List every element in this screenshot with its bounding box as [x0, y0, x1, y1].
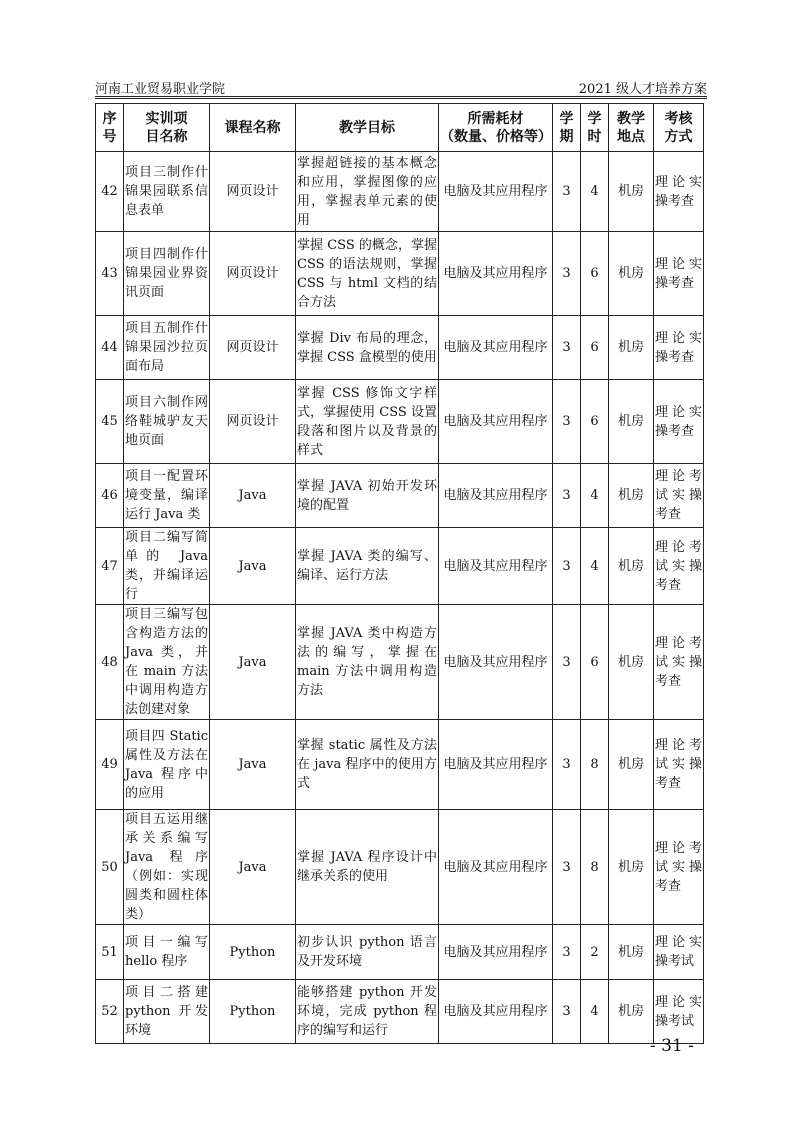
col-header-goal: 教学目标: [296, 104, 439, 152]
cell-term: 3: [553, 464, 581, 528]
cell-place: 机房: [609, 925, 654, 980]
cell-no: 48: [96, 605, 124, 720]
cell-no: 50: [96, 810, 124, 925]
cell-exam: 理论实操考查: [654, 232, 704, 316]
cell-hours: 4: [581, 464, 609, 528]
page-number: - 31 -: [650, 1036, 694, 1056]
cell-term: 3: [553, 605, 581, 720]
cell-name: 项目四 Static 属性及方法在 Java 程序中的应用: [124, 720, 210, 810]
cell-goal: 掌握 CSS 的概念，掌握 CSS 的语法规则，掌握 CSS 与 html 文档的结合方法: [296, 232, 439, 316]
cell-goal: 掌握 static 属性及方法在 java 程序中的使用方式: [296, 720, 439, 810]
cell-place: 机房: [609, 464, 654, 528]
cell-exam: 理论考试实操考查: [654, 528, 704, 605]
cell-no: 42: [96, 152, 124, 232]
cell-name: 项目四制作什锦果园业界资讯页面: [124, 232, 210, 316]
cell-term: 3: [553, 980, 581, 1044]
col-header-hours: 学 时: [581, 104, 609, 152]
cell-hours: 6: [581, 232, 609, 316]
cell-no: 44: [96, 316, 124, 380]
table-row: [96, 380, 704, 464]
cell-place: 机房: [609, 232, 654, 316]
cell-goal: 初步认识 python 语言及开发环境: [296, 925, 439, 980]
cell-course: Java: [210, 605, 296, 720]
cell-no: 46: [96, 464, 124, 528]
cell-place: 机房: [609, 152, 654, 232]
cell-exam: 理论实操考查: [654, 380, 704, 464]
cell-material: 电脑及其应用程序: [439, 980, 553, 1044]
cell-exam: 理论实操考试: [654, 980, 704, 1044]
cell-goal: 掌握 Div 布局的理念，掌握 CSS 盒模型的使用: [296, 316, 439, 380]
cell-name: 项目三编写包含构造方法的 Java 类，并在 main 方法中调用构造方法创建对象: [124, 605, 210, 720]
cell-course: Java: [210, 720, 296, 810]
cell-no: 45: [96, 380, 124, 464]
cell-exam: 理论考试实操考查: [654, 810, 704, 925]
table-row: [96, 152, 704, 232]
cell-hours: 4: [581, 528, 609, 605]
cell-material: 电脑及其应用程序: [439, 380, 553, 464]
table-row: [96, 528, 704, 605]
cell-hours: 4: [581, 152, 609, 232]
cell-course: 网页设计: [210, 316, 296, 380]
cell-material: 电脑及其应用程序: [439, 464, 553, 528]
cell-course: Python: [210, 925, 296, 980]
cell-material: 电脑及其应用程序: [439, 810, 553, 925]
cell-goal: 能够搭建 python 开发环境，完成 python 程序的编写和运行: [296, 980, 439, 1044]
table-row: [96, 605, 704, 720]
cell-no: 52: [96, 980, 124, 1044]
cell-material: 电脑及其应用程序: [439, 528, 553, 605]
cell-place: 机房: [609, 810, 654, 925]
cell-exam: 理论考试实操考查: [654, 464, 704, 528]
cell-material: 电脑及其应用程序: [439, 720, 553, 810]
col-header-place: 教学 地点: [609, 104, 654, 152]
col-header-material: 所需耗材 （数量、价格等）: [439, 104, 553, 152]
cell-term: 3: [553, 232, 581, 316]
cell-goal: 掌握 JAVA 类中构造方法的编写，掌握在 main 方法中调用构造方法: [296, 605, 439, 720]
header-institution: 河南工业贸易职业学院: [95, 82, 226, 97]
cell-material: 电脑及其应用程序: [439, 152, 553, 232]
cell-material: 电脑及其应用程序: [439, 605, 553, 720]
col-header-no: 序 号: [96, 104, 124, 152]
cell-term: 3: [553, 152, 581, 232]
cell-no: 51: [96, 925, 124, 980]
cell-material: 电脑及其应用程序: [439, 232, 553, 316]
cell-goal: 掌握 JAVA 程序设计中继承关系的使用: [296, 810, 439, 925]
cell-term: 3: [553, 720, 581, 810]
cell-place: 机房: [609, 980, 654, 1044]
cell-term: 3: [553, 925, 581, 980]
cell-term: 3: [553, 810, 581, 925]
cell-name: 项目二编写简单的 Java 类，并编译运行: [124, 528, 210, 605]
cell-term: 3: [553, 316, 581, 380]
cell-material: 电脑及其应用程序: [439, 925, 553, 980]
cell-place: 机房: [609, 380, 654, 464]
cell-name: 项目五运用继承关系编写 Java 程序（例如：实现圆类和圆柱体类）: [124, 810, 210, 925]
cell-course: Python: [210, 980, 296, 1044]
table-row: [96, 464, 704, 528]
table-row: [96, 232, 704, 316]
header-doc-title: 2021 级人才培养方案: [578, 82, 707, 97]
cell-hours: 6: [581, 316, 609, 380]
col-header-name: 实训项 目名称: [124, 104, 210, 152]
cell-place: 机房: [609, 528, 654, 605]
header-rule: [95, 98, 707, 99]
table-row: [96, 980, 704, 1044]
cell-term: 3: [553, 528, 581, 605]
cell-place: 机房: [609, 605, 654, 720]
cell-course: Java: [210, 528, 296, 605]
col-header-term: 学 期: [553, 104, 581, 152]
cell-name: 项目一编写 hello 程序: [124, 925, 210, 980]
cell-exam: 理论考试实操考查: [654, 605, 704, 720]
cell-exam: 理论实操考查: [654, 316, 704, 380]
cell-goal: 掌握 JAVA 初始开发环境的配置: [296, 464, 439, 528]
training-projects-table: [95, 103, 704, 1044]
cell-course: 网页设计: [210, 380, 296, 464]
cell-course: 网页设计: [210, 232, 296, 316]
cell-name: 项目六制作网络鞋城驴友天地页面: [124, 380, 210, 464]
cell-exam: 理论实操考查: [654, 152, 704, 232]
cell-term: 3: [553, 380, 581, 464]
cell-course: Java: [210, 464, 296, 528]
cell-course: 网页设计: [210, 152, 296, 232]
cell-hours: 2: [581, 925, 609, 980]
table-header-row: [96, 104, 704, 152]
table-row: [96, 316, 704, 380]
cell-name: 项目一配置环境变量，编译运行 Java 类: [124, 464, 210, 528]
cell-goal: 掌握 JAVA 类的编写、编译、运行方法: [296, 528, 439, 605]
cell-hours: 8: [581, 720, 609, 810]
cell-exam: 理论考试实操考查: [654, 720, 704, 810]
cell-hours: 6: [581, 380, 609, 464]
col-header-exam: 考核 方式: [654, 104, 704, 152]
table-row: [96, 810, 704, 925]
cell-goal: 掌握 CSS 修饰文字样式，掌握使用 CSS 设置段落和图片以及背景的样式: [296, 380, 439, 464]
cell-hours: 6: [581, 605, 609, 720]
cell-no: 47: [96, 528, 124, 605]
cell-goal: 掌握超链接的基本概念和应用，掌握图像的应用，掌握表单元素的使用: [296, 152, 439, 232]
cell-hours: 4: [581, 980, 609, 1044]
cell-name: 项目三制作什锦果园联系信息表单: [124, 152, 210, 232]
table-row: [96, 720, 704, 810]
cell-name: 项目二搭建 python 开发环境: [124, 980, 210, 1044]
cell-no: 43: [96, 232, 124, 316]
cell-place: 机房: [609, 316, 654, 380]
cell-hours: 8: [581, 810, 609, 925]
table-row: [96, 925, 704, 980]
cell-name: 项目五制作什锦果园沙拉页面布局: [124, 316, 210, 380]
cell-course: Java: [210, 810, 296, 925]
cell-place: 机房: [609, 720, 654, 810]
cell-exam: 理论实操考试: [654, 925, 704, 980]
page-header: [95, 76, 707, 97]
cell-no: 49: [96, 720, 124, 810]
col-header-course: 课程名称: [210, 104, 296, 152]
cell-material: 电脑及其应用程序: [439, 316, 553, 380]
